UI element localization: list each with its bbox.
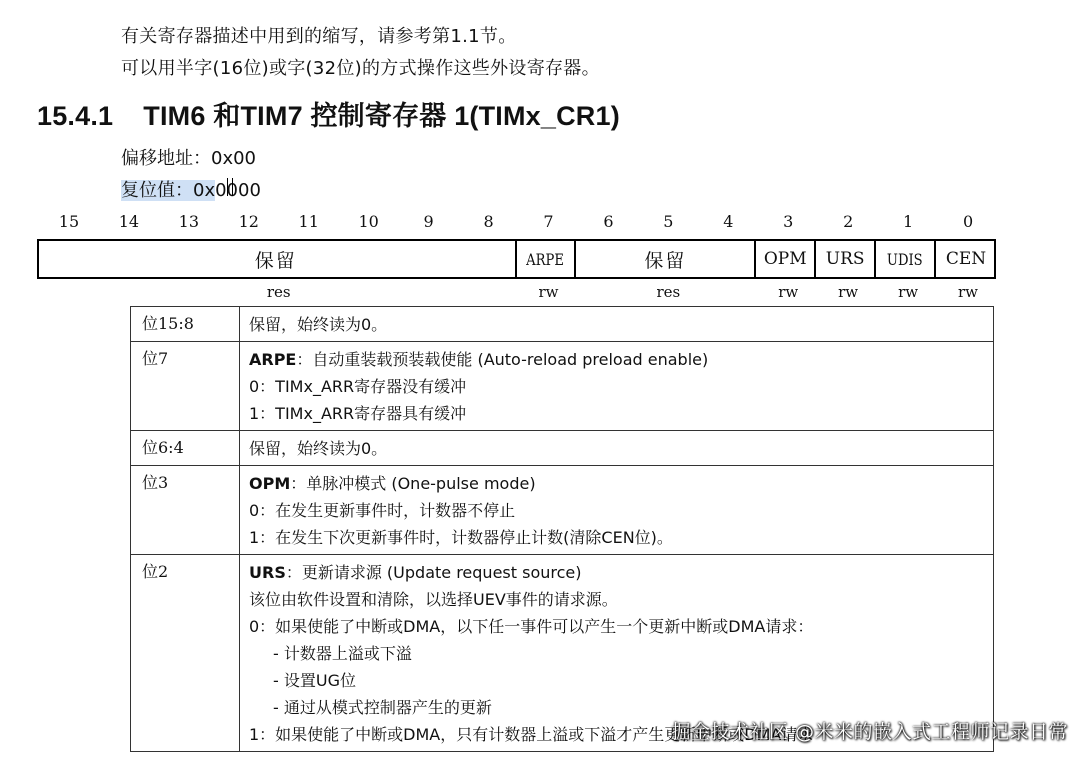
description-line: [249, 435, 993, 462]
register-field: [936, 241, 996, 277]
table-row: [131, 342, 994, 431]
access-type: res: [266, 283, 291, 301]
bit-number: 4: [723, 212, 734, 231]
description-text: - 通过从模式控制器产生的更新: [273, 698, 492, 717]
description-line: [249, 470, 993, 497]
bit-description-table: [130, 306, 994, 752]
bit-description: [240, 307, 994, 342]
field-name: OPM: [249, 474, 291, 493]
bit-range: 位15:8: [131, 307, 240, 342]
reset-value: 0000: [215, 180, 261, 201]
table-row: [131, 431, 994, 466]
bit-range: 位2: [131, 555, 240, 752]
description-text: 0：TIMx_ARR寄存器没有缓冲: [249, 377, 467, 396]
description-text: - 设置UG位: [273, 671, 356, 690]
description-line: [249, 613, 993, 640]
bit-number: 10: [358, 212, 379, 231]
section-number: 15.4.1: [37, 101, 114, 131]
bit-number: 15: [58, 212, 80, 231]
intro-line-1: 有关寄存器描述中用到的缩写，请参考第1.1节。: [121, 26, 517, 47]
bit-description: [240, 466, 994, 555]
description-text: 保留，始终读为0。: [249, 439, 388, 458]
bit-number: 0: [962, 212, 974, 231]
bit-description: [240, 342, 994, 431]
bit-range: 位7: [131, 342, 240, 431]
section-title: TIM6 和TIM7 控制寄存器 1(TIMx_CR1): [143, 101, 620, 131]
bit-number: 9: [423, 212, 434, 231]
register-field-label: 保留: [254, 249, 297, 272]
table-row: [131, 307, 994, 342]
description-line: [249, 667, 993, 694]
register-field: [576, 241, 756, 277]
register-field-label: CEN: [945, 249, 987, 269]
description-text: 1：如果使能了中断或DMA，只有计数器上溢或下溢才产生更新中断或DMA请求: [249, 725, 814, 744]
bit-number: 1: [903, 212, 914, 231]
reset-value-label: 复位值：0x: [121, 180, 216, 201]
description-text: ：单脉冲模式 (One-pulse mode): [290, 474, 536, 493]
bit-number: 6: [603, 212, 614, 231]
description-line: [249, 586, 993, 613]
register-field: [37, 241, 517, 277]
field-name: URS: [249, 563, 286, 582]
bit-number: 13: [178, 212, 200, 231]
description-text: ：更新请求源 (Update request source): [285, 563, 582, 582]
intro-line-2: 可以用半字(16位)或字(32位)的方式操作这些外设寄存器。: [121, 58, 600, 79]
bit-number: 14: [118, 212, 140, 231]
register-field-label: OPM: [763, 249, 807, 269]
access-type: rw: [838, 283, 859, 301]
register-diagram: [37, 239, 996, 279]
table-row: [131, 466, 994, 555]
reset-value-line: [121, 176, 261, 202]
description-line: [249, 311, 993, 338]
bit-number: 7: [543, 212, 554, 231]
register-field: [876, 241, 936, 277]
description-line: [249, 400, 993, 427]
bit-range: 位3: [131, 466, 240, 555]
register-field: [517, 241, 577, 277]
watermark: 掘金技术社区 @米米的嵌入式工程师记录日常: [671, 721, 1068, 743]
access-type: rw: [898, 283, 919, 301]
description-line: [249, 346, 993, 373]
field-name: ARPE: [249, 350, 297, 369]
register-field: [756, 241, 816, 277]
description-text: 0：在发生更新事件时，计数器不停止: [249, 501, 516, 520]
bit-number: 3: [783, 212, 794, 231]
text-cursor-icon: [227, 178, 233, 196]
description-text: 保留，始终读为0。: [249, 315, 388, 334]
bit-number: 12: [238, 212, 259, 231]
description-text: 1：在发生下次更新事件时，计数器停止计数(清除CEN位)。: [249, 528, 673, 547]
description-text: 1：TIMx_ARR寄存器具有缓冲: [249, 404, 467, 423]
register-field-label: ARPE: [526, 249, 565, 269]
access-type: rw: [778, 283, 799, 301]
bit-number: 11: [298, 212, 319, 231]
offset-address: 偏移地址：0x00: [121, 148, 257, 169]
description-text: - 计数器上溢或下溢: [273, 644, 412, 663]
bit-description: [240, 431, 994, 466]
bit-number: 5: [663, 212, 674, 231]
access-type: rw: [538, 283, 559, 301]
register-field-label: URS: [825, 249, 865, 269]
access-type: res: [656, 283, 681, 301]
register-field-label: 保留: [644, 249, 687, 272]
section-heading: [37, 94, 620, 133]
register-field: [816, 241, 876, 277]
description-text: 0：如果使能了中断或DMA，以下任一事件可以产生一个更新中断或DMA请求：: [249, 617, 814, 636]
description-line: [249, 640, 993, 667]
register-field-label: UDIS: [887, 249, 923, 269]
description-line: [249, 497, 993, 524]
description-line: [249, 373, 993, 400]
bit-range: 位6:4: [131, 431, 240, 466]
description-line: [249, 524, 993, 551]
description-text: ：自动重装载预装载使能 (Auto-reload preload enable): [296, 350, 709, 369]
description-line: [249, 559, 993, 586]
description-text: 该位由软件设置和清除，以选择UEV事件的请求源。: [249, 590, 618, 609]
bit-number: 8: [483, 212, 494, 231]
bit-number: 2: [843, 212, 854, 231]
access-type: rw: [958, 283, 979, 301]
